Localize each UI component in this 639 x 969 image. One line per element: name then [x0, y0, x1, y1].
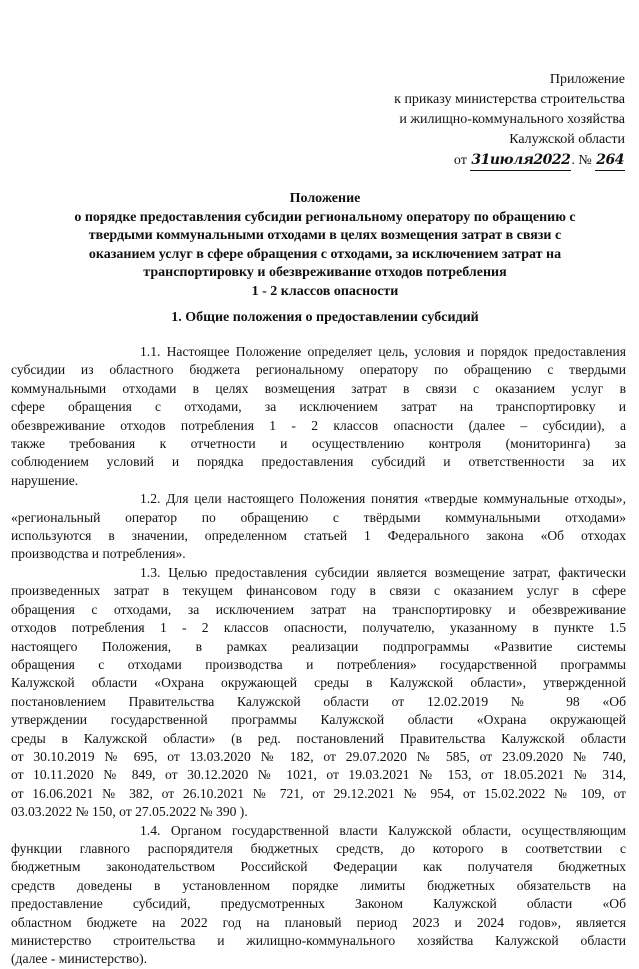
- text-line: средств доведены в установленном порядке лимиты бюджетных обязательств на: [11, 877, 626, 893]
- appendix-label: Приложение: [549, 72, 625, 87]
- title-line: транспортировку и обезвреживание отходов потребления: [143, 265, 507, 281]
- text-line: также требования к отчетности и осуществлению контроля (мониторинга) за: [11, 436, 626, 452]
- section-heading: 1. Общие положения о предоставлении субсидий: [171, 310, 479, 325]
- appendix-ministry: и жилищно-коммунального хозяйства: [399, 112, 625, 127]
- text-line: 03.03.2022 № 150, от 27.05.2022 № 390 ).: [11, 804, 248, 820]
- appendix-order-ref: к приказу министерства строительства: [394, 92, 625, 107]
- document-title: [20, 190, 630, 302]
- title-line: твердыми коммунальными отходами в целях возмещения затрат в связи с: [88, 228, 562, 244]
- text-line: обращения с отходами производства и потребления» государственной программы: [11, 656, 626, 672]
- text-line: «региональный оператор по обращению с твёрдыми коммунальными отходами»: [11, 509, 626, 525]
- text-line: функции главного распорядителя бюджетных средств, до которого в соответствии с: [11, 840, 626, 856]
- text-line: сфере обращения с отходами, за исключением затрат на транспортировку и: [11, 399, 626, 415]
- title-line: 1 - 2 классов опасности: [251, 283, 399, 299]
- handwritten-number: 264: [595, 150, 625, 171]
- text-line: 1.1. Настоящее Положение определяет цель, условия и порядок предоставления: [140, 344, 626, 359]
- text-line: субсидии из областного бюджета региональному оператору по обращению с твердыми: [11, 362, 626, 378]
- text-line: 1.3. Целью предоставления субсидии является возмещение затрат, фактически: [140, 564, 626, 580]
- title-line: Положение: [289, 191, 361, 206]
- handwritten-date: 31июля2022: [470, 150, 571, 171]
- appendix-date-line: [325, 150, 625, 171]
- text-line: предоставление субсидий, предусмотренных Законом Калужской области «Об: [11, 896, 626, 912]
- text-line: произведенных затрат в текущем финансовом году в связи с оказанием услуг в сфере: [11, 583, 626, 599]
- text-line: от 16.06.2021 № 382, от 26.10.2021 № 721, от 29.12.2021 № 954, от 15.02.2022 № 109, от: [11, 785, 626, 801]
- text-line: областном бюджете на 2022 год на плановый период 2023 и 2024 годов», является: [11, 914, 626, 930]
- text-line: отходов потребления 1 - 2 классов опасности, получателю, указанному в пункте 1.5: [11, 620, 626, 636]
- text-line: коммунальными отходами в целях возмещения затрат в связи с оказанием услуг в: [11, 380, 626, 396]
- text-line: министерство строительства и жилищно-коммунального хозяйства Калужской области: [11, 933, 626, 948]
- text-line: от 30.10.2019 № 695, от 13.03.2020 № 182, от 29.07.2020 № 585, от 23.09.2020 № 740,: [11, 748, 626, 764]
- text-line: 1.4. Органом государственной власти Калужской области, осуществляющим: [140, 822, 626, 838]
- text-line: настоящего Положения, в рамках реализации подпрограммы «Развитие системы: [11, 638, 626, 654]
- text-line: (далее - министерство).: [11, 951, 148, 967]
- appendix-header: [325, 70, 625, 171]
- text-line: обезвреживание отходов потребления 1 - 2 классов опасности (далее – субсидии), а: [11, 417, 626, 433]
- number-prefix: . №: [571, 153, 592, 168]
- text-line: производства и потребления».: [11, 546, 186, 562]
- text-line: обращения с отходами, за исключением затрат на транспортировку и обезвреживание: [11, 601, 626, 617]
- date-prefix: от: [453, 153, 467, 168]
- text-line: Калужской области «Охрана окружающей среды в Калужской области», утвержденной: [11, 675, 626, 691]
- text-line: 1.2. Для цели настоящего Положения понятия «твердые коммунальные отходы»,: [140, 491, 626, 507]
- title-line: о порядке предоставления субсидии региональному оператору по обращению с: [74, 209, 576, 225]
- text-line: бюджетным законодательством Российской Федерации как получателя бюджетных: [11, 859, 626, 875]
- text-line: нарушение.: [11, 472, 79, 488]
- text-line: среды в Калужской области» (в ред. постановлений Правительства Калужской области: [11, 730, 626, 746]
- text-line: используются в значении, определенном статьей 1 Федерального закона «Об отходах: [11, 528, 626, 544]
- text-line: соблюдением условий и порядка предоставления субсидий и ответственности за их: [11, 454, 626, 470]
- body-text: [11, 343, 626, 969]
- title-line: оказанием услуг в сфере обращения с отходами, за исключением затрат на: [88, 246, 562, 262]
- text-line: утверждении государственной программы Калужской области «Охрана окружающей: [11, 712, 626, 728]
- appendix-region: Калужской области: [509, 132, 625, 147]
- text-line: постановлением Правительства Калужской области от 12.02.2019 № 98 «Об: [11, 693, 626, 709]
- text-line: от 10.11.2020 № 849, от 30.12.2020 № 1021, от 19.03.2021 № 153, от 18.05.2021 № 314,: [11, 767, 626, 783]
